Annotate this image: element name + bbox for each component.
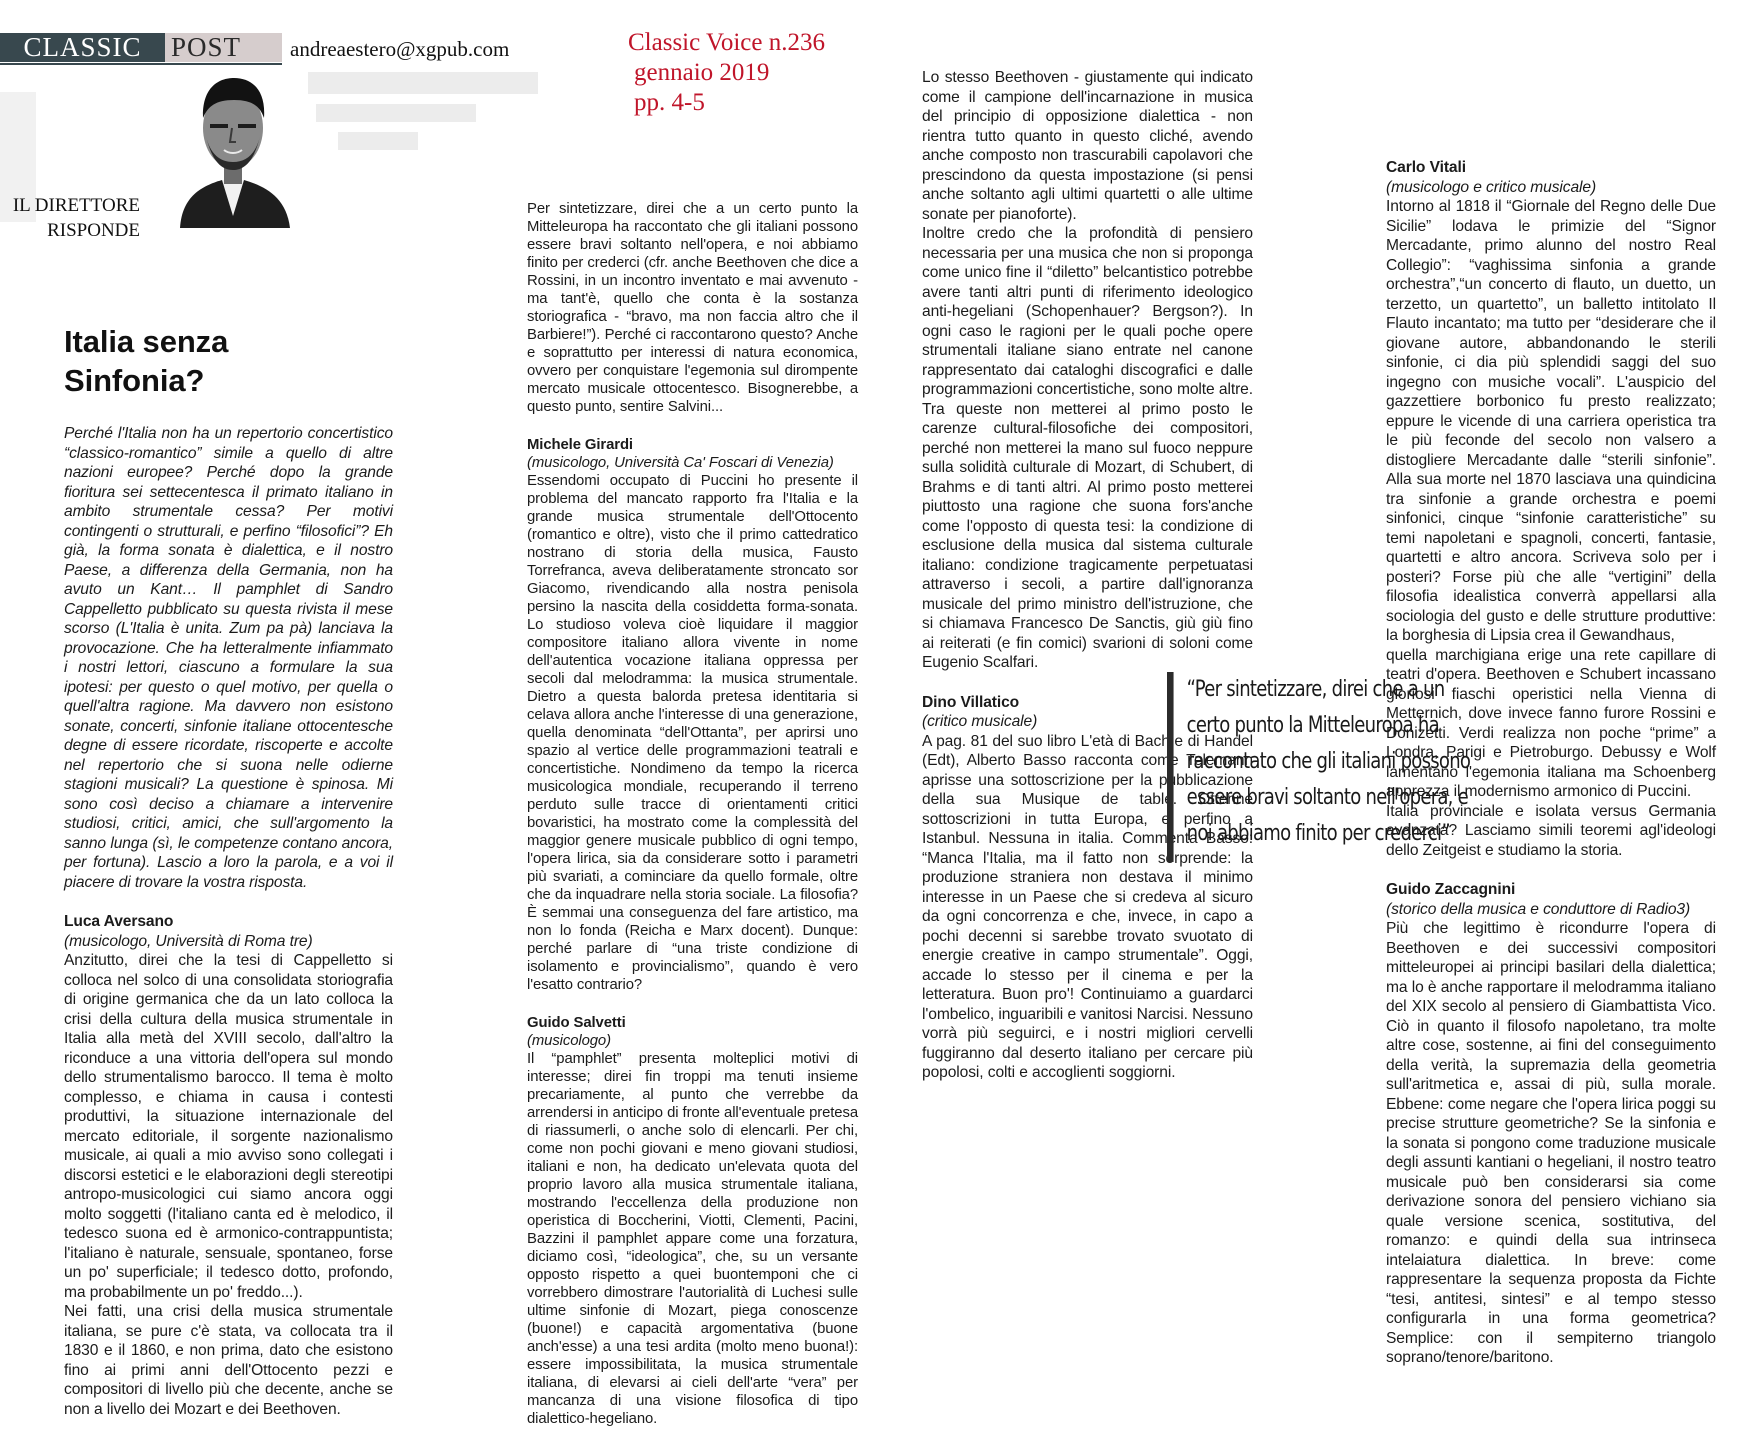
villatico-paragraph-1: A pag. 81 del suo libro L'età di Bach e di Handel (Edt), Alberto Basso racconta come Telemann aprisse una sottoscrizione per la pubblicazione della sua Musique de table. Ottenne sottoscrizioni in tutta Europa, e perfino a Istanbul. Nessuna in italia. Commenta Basso: “Manca l'Italia, ma il fatto non sorprende: la produzione straniera non destava il minimo interesse in un Paese che si credeva al sicuro da ogni concorrenza e che, invece, in capo a pochi decenni si sarebbe trovato svuotato di energie creative in campo strumentale”. Oggi, accade lo stesso per il cinema e per la letteratura. Buon pro'! Continuiamo a guardarci l'ombelico, inguaribili e vanitosi Narcisi. Nessuno vorrà più seguirci, e i nostri migliori cervelli fuggiranno dal deserto italiano per cercare più popolosi, colti e accoglienti soggiorni. xyxy=(922,732,1253,1081)
section-label-line1: IL DIRETTORE xyxy=(12,195,140,216)
column-3 xyxy=(922,68,1253,1083)
contributor-name-girardi: Michele Girardi xyxy=(527,437,633,453)
aversano-paragraph-3: Per sintetizzare, direi che a un certo punto la Mitteleuropa ha raccontato che gli italiani possono essere bravi soltanto nell'opera, e noi abbiamo finito per crederci (cfr. anche Beethoven che dice a Rossini, in un incontro inventato e mai avvenuto - ma tant'è, quello che conta è la sostanza storiografica - “bravo, ma non faccia altro che il Barbiere!”). Perché ci raccontarono questo? Anche e soprattutto per interessi di natura economica, ovvero per conquistare l'egemonia sul dirompente mercato musicale ottocentesco. Bisognerebbe, a questo punto, sentire Salvini... xyxy=(527,201,858,415)
headline-line1: Italia senza xyxy=(64,324,229,359)
masthead xyxy=(0,33,282,62)
contributor-name-aversano: Luca Aversano xyxy=(64,913,174,930)
section-label xyxy=(10,193,140,243)
contributor-name-zaccagnini: Guido Zaccagnini xyxy=(1386,881,1516,898)
issue-date: gennaio 2019 xyxy=(634,59,770,86)
column-1 xyxy=(64,322,393,1419)
salvetti-paragraph-2: Lo stesso Beethoven - giustamente qui indicato come il campione dell'incarnazione in musica del principio di opposizione dialettica - non rientra tutto quanto in questo cliché, avendo anche composto non trascurabili capolavori che prescindono da questa impostazione (si pensi anche soltanto agli ultimi quartetti o alle ultime sonate per pianoforte). xyxy=(922,69,1253,223)
vitali-paragraph-2: quella marchigiana erige una rete capillare di teatri d'opera. Beethoven e Schubert incassano gloriosi fiaschi operistici nella Vienna di Metternich, dove invece fanno furore Rossini e Donizetti. Verdi realizza non poche “prime” a Londra, Parigi e Pietroburgo. Debussy e Wolf lamentano l'egemonia italiana ma Schoenberg apprezza il modernismo armonico di Puccini. xyxy=(1386,646,1716,800)
contributor-role-aversano: (musicologo, Università di Roma tre) xyxy=(64,932,313,950)
contributor-role-girardi: (musicologo, Università Ca' Foscari di Venezia) xyxy=(527,455,834,471)
director-portrait xyxy=(172,66,294,228)
column-2 xyxy=(527,200,858,1428)
girardi-paragraph-1: Essendomi occupato di Puccini ho presente il problema del mancato rapporto fra l'Italia e la grande musica strumentale dell'Ottocento (romantico e oltre), visto che il primo cattedratico nostrano di storia della musica, Fausto Torrefranca, aveva deliberatamente stroncato sor Giacomo, rivendicando alla nostra penisola persino la nascita della cosiddetta forma-sonata. Lo studioso voleva cioè liquidare il maggior compositore italiano allora vivente in nome dell'autentica vocazione italiana oppressa per secoli dal melodramma: la musica strumentale. Dietro a questa balorda pretesa identitaria si celava allora anche l'interesse di una generazione, quella denominata “dell'Ottanta”, per aprirsi uno spazio al vertice delle programmazioni teatrali e concertistiche. Nondimeno da tempo la ricerca musicologica mondiale, recuperando il terreno perduto sulle tracce di orientamenti critici bovaristici, ha mostrato come la complessità del maggior genere musicale pubblico di ogni tempo, l'opera lirica, sia da considerare sotto i parametri più svariati, a cominciare da quello formale, oltre che da inquadrare nella storia sociale. La filosofia? È semmai una conseguenza del fare artistico, ma non lo fonda (Reicha e Marx docent). Dunque: perché parlare di “una triste condizione di isolamento e provincialismo”, quando è vero l'esatto contrario? xyxy=(527,473,858,993)
vitali-paragraph-3: Italia provinciale e isolata versus Germania avanzata? Lasciamo simili teoremi agl'ideologi dello Zeitgeist e studiamo la storia. xyxy=(1386,802,1716,859)
contributor-role-villatico: (critico musicale) xyxy=(922,713,1038,730)
headline xyxy=(64,322,393,400)
salvetti-paragraph-1: Il “pamphlet” presenta molteplici motivi di interesse; direi fin troppi ma tenuti insieme precariamente, al punto che verrebbe da arrendersi in anticipo di fronte all'eventuale pretesa di riassumerli, o anche solo di elencarli. Per chi, come non pochi giovani e meno giovani studiosi, italiani e non, ha dedicato un'elevata quota del proprio lavoro alla musica strumentale italiana, mostrando l'eccellenza della produzione non operistica di Boccherini, Viotti, Clementi, Pacini, Bazzini il pamphlet appare come una forzatura, diciamo così, “ideologica”, che, su un versante opposto rispetto a quei buontemponi che ci vorrebbero dimostrare l'autorialità di Luchesi sulle ultime sinfonie di Mozart, piega conoscenze (buone!) e capacità argomentativa (buone anch'esse) a una tesi ardita (molto meno buona!): essere impossibilitata, la musica strumentale italiana, di elevarsi ai cieli dell'arte “vera” per mancanza di una visione filosofica di tipo dialettico-hegeliano. xyxy=(527,1051,858,1427)
author-email[interactable]: andreaestero@xgpub.com xyxy=(290,37,510,61)
contributor-role-zaccagnini: (storico della musica e conduttore di Radio3) xyxy=(1386,900,1691,918)
pull-quote: “Per sintetizzare, direi che a un certo punto la Mitteleuropa ha raccontato che gli italiani possono essere bravi soltanto nell'opera, e noi abbiamo finito per crederci” xyxy=(1167,672,1487,862)
contributor-role-salvetti: (musicologo) xyxy=(527,1033,611,1049)
aversano-paragraph-2: Nei fatti, una crisi della musica strumentale italiana, se pure c'è stata, va collocata tra il 1830 e il 1860, e non prima, dato che esistono fino ai primi anni dell'Ottocento pezzi e compositori di livello più che decente, anche se non a livello dei Mozart e dei Beethoven. xyxy=(64,1303,393,1418)
contributor-name-villatico: Dino Villatico xyxy=(922,693,1020,711)
column-4 xyxy=(1386,158,1716,1368)
issue-number: Classic Voice n.236 xyxy=(628,29,825,56)
vitali-paragraph-1: Intorno al 1818 il “Giornale del Regno delle Due Sicilie” lodava le primizie del “Signor Mercadante, primo alunno del nostro Real Collegio”: “vaghissima sinfonia a grande orchestra”,“un concerto di flauto, un duetto, un terzetto, un quartetto”, un balletto intitolato Il Flauto incantato; ma tutto per “desiderare che il giovane autore, abbandonando le sterili sinfonie, ci dia più splendidi saggi del suo ingegno con musiche vocali”. L'auspicio del gazzettiere borbonico fu presto realizzato; eppure le vicende di una carriera operistica tra le più feconde del secolo non valsero a distogliere Mercadante dalle “sterili sinfonie”. Alla sua morte nel 1870 lasciava una quindicina tra sinfonie a grande orchestra e poemi sinfonici, cinque “sinfonie caratteristiche” su temi napoletani e spagnoli, concerti, fantasie, quartetti e altro ancora. Scriveva solo per i posteri? Forse più che alle “vertigini” della filosofia idealistica converrà appellarsi alla sociologia del gusto e delle strutture produttive: la borghesia di Lipsia crea il Gewandhaus, xyxy=(1386,198,1716,644)
masthead-classic: CLASSIC xyxy=(0,33,165,62)
ghost-bar xyxy=(316,104,476,122)
contributor-role-vitali: (musicologo e critico musicale) xyxy=(1386,178,1597,196)
ghost-bar xyxy=(338,132,418,150)
contributor-name-vitali: Carlo Vitali xyxy=(1386,159,1466,176)
zaccagnini-paragraph-1: Più che legittimo è ricondurre l'opera di Beethoven e dei successivi compositori mitteleuropei ai principi basilari della dialettica; ma lo è anche rapportare il melodramma italiano del XIX secolo al pensiero di Giambattista Vico. Ciò in quanto il filosofo napoletano, tra molte altre cose, sostenne, ai fini del conseguimento della verità, la supremazia della geometria sull'aritmetica e, assai di più, sulla morale. Ebbene: come negare che l'opera lirica poggi su precise strutture geometriche? Se la sinfonia e la sonata si pongono come traduzione musicale degli assunti kantiani o hegeliani, il nostro teatro musicale può ben considerarsi sia come derivazione sonora del pensiero vichiano sia quale versione scenica, sostitutiva, del romanzo: e quindi della sua intrinseca intelaiatura dialettica. In breve: come rappresentare la sequenza proposta da Fichte “tesi, antitesi, sintesi” e al tempo stesso configurarla in una forma geometrica? Semplice: con il sempiterno triangolo soprano/tenore/baritono. xyxy=(1386,920,1716,1366)
intro-paragraph: Perché l'Italia non ha un repertorio concertistico “classico-romantico” simile a quello di altre nazioni europee? Perché dopo la grande fioritura sei settecentesca il primato italiano in ambito strumentale cessa? Per motivi contingenti o strutturali, e perfino “filosofici”? Eh già, la forma sonata è dialettica, e il nostro Paese, a differenza della Germania, non ha avuto un Kant… Il pamphlet di Sandro Cappelletto pubblicato su questa rivista il mese scorso (L'Italia è unita. Zum pa pà) lanciava la provocazione. Che ha letteralmente infiammato i nostri lettori, ciascuno a formulare la sua ipotesi: per questo o quel motivo, per quella o quell'altra ragione. Ma davvero non esistono sonate, concerti, sinfonie italiane ottocentesche degne di essere ricordate, riscoperte e accolte nel repertorio che si suona nelle odierne stagioni musicali? La questione è spinosa. Mi sono così deciso a chiamare a intervenire studiosi, critici, amici, che sull'argomento la sanno lunga (sì, le competenze contano ancora, per fortuna). Lascio a loro la parola, e a voi il piacere di trovare la vostra risposta. xyxy=(64,425,393,891)
issue-note xyxy=(628,28,825,118)
ghost-bar xyxy=(308,72,538,94)
aversano-paragraph-1: Anzitutto, direi che la tesi di Cappelletto si colloca nel solco di una consolidata storiografia di origine germanica che da un lato colloca la crisi della cultura della musica strumentale in Italia alla metà del XVIII secolo, dall'altro la riconduce a una vittoria dell'opera sul mondo dello strumentalismo barocco. Il tema è molto complesso, e chiama in causa i contesti produttivi, la situazione internazionale del mercato editoriale, il sorgente nazionalismo musicale, ai quali a mio avviso sono collegati i discorsi estetici e le elaborazioni degli stereotipi antropo-musicologici cui siamo ancora oggi molto soggetti (l'italiano canta ed è melodico, il tedesco suona ed è armonico-contrappuntista; l'italiano è naturale, sensuale, spontaneo, forse un po' superficiale; il tedesco dotto, profondo, ma probabilmente un po' freddo...). xyxy=(64,952,393,1301)
headline-line2: Sinfonia? xyxy=(64,363,205,398)
contributor-name-salvetti: Guido Salvetti xyxy=(527,1015,626,1031)
salvetti-paragraph-3: Inoltre credo che la profondità di pensiero necessaria per una musica che non si proponga come unico fine il “diletto” belcantistico potrebbe avere tanti altri punti di riferimento ideologico anti-hegeliani (Schopenhauer? Bergson?). In ogni caso le ragioni per le quali poche opere strumentali italiane siano entrate nel canone rappresentato dai cataloghi discografici e dalle programmazioni concertistiche, sono molte altre. Tra queste non metterei al primo posto le carenze cultural-filosofiche dei compositori, perché non metterei la mano sul fuoco neppure sulla solidità culturale di Mozart, di Schubert, di Brahms e di tanti altri. Al primo posto metterei piuttosto una ragione che suona fors'anche come l'opposto di questa tesi: la condizione di esclusione della musica dal sistema culturale italiano: condizione tragicamente perpetuatasi attraverso i secoli, a partire dall'ignoranza musicale del primo ministro dell'istruzione, che si chiamava Francesco De Sanctis, giù giù fino ai reiterati (e fin comici) svarioni di soloni come Eugenio Scalfari. xyxy=(922,225,1253,671)
issue-pages: pp. 4-5 xyxy=(634,89,705,116)
section-label-line2: RISPONDE xyxy=(47,220,140,241)
masthead-rule xyxy=(0,63,282,65)
masthead-post: POST xyxy=(165,33,282,62)
